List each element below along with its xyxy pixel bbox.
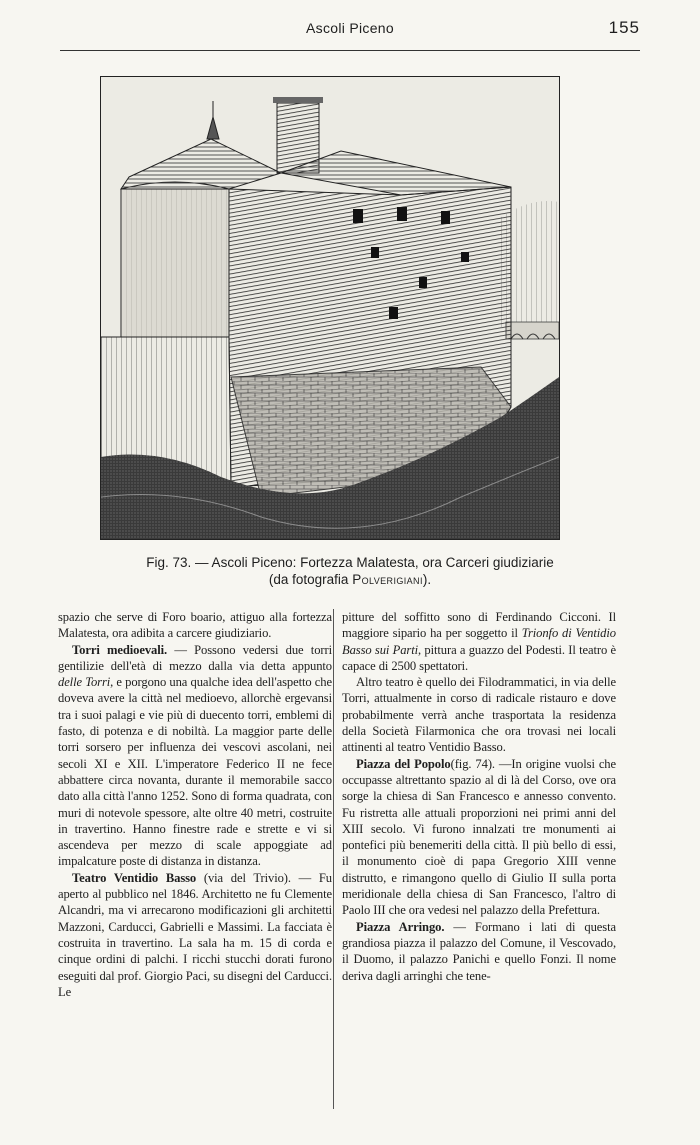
paragraph-pitture: [342, 609, 616, 674]
running-header: [60, 18, 640, 48]
paragraph-piazza-arringo: [342, 919, 616, 984]
paragraph-foro-boario: spazio che serve di Foro boario, attiguo alla fortezza Malatesta, ora adibita a carcere giudiziario.: [58, 610, 332, 641]
text-span: pitture del soffitto sono di Ferdinando Cicconi. Il maggiore sipario ha per soggetto il: [342, 610, 616, 641]
paragraph-teatro: [58, 870, 332, 1000]
heading-piazza-arringo: Piazza Arringo.: [356, 919, 445, 934]
left-column: [58, 609, 332, 1000]
figure-caption: [60, 554, 640, 588]
header-rule: [60, 50, 640, 51]
right-column: [342, 609, 616, 984]
fortress-engraving: [101, 77, 559, 539]
running-title: Ascoli Piceno: [306, 20, 394, 36]
engraving-illustration: [100, 76, 560, 540]
heading-piazza-popolo: Piazza del Popolo: [356, 756, 451, 771]
paragraph-piazza-popolo: [342, 756, 616, 919]
paragraph-torri: [58, 642, 332, 870]
italic-span: Trionfo di Ventidio Basso sui Parti: [342, 626, 616, 657]
column-divider: [333, 609, 334, 1109]
caption-line-1: Fig. 73. — Ascoli Piceno: Fortezza Malatesta, ora Carceri giudiziarie: [146, 555, 554, 570]
italic-span: delle Torri: [58, 675, 111, 690]
paragraph-filodrammatici: Altro teatro è quello dei Filodrammatici, in via delle Torri, attualmente in corso di radicale ristauro e dove probabilmente verrà anche trasportata la residenza della Società Filarmonica che ora trovasi nei locali attinenti al teatro Ventidio Basso.: [342, 675, 616, 755]
photographer-name: Polverigiani: [352, 572, 423, 587]
text-span: — Possono vedersi due torri gentilizie dell'età di mezzo dalla via detta appunto: [58, 642, 332, 673]
heading-teatro: Teatro Ventidio Basso: [72, 870, 197, 885]
text-span: (via del Trivio). — Fu aperto al pubblico nel 1846. Architetto ne fu Clemente Alcandri, ma vi arrecarono modificazioni gli architetti Mazzoni, Carducci, Gabrielli e Massimi. La facciata è costruita in travertino. La sala ha m. 15 di corda e cinque ordini di palchi. I ricchi stucchi dorati furono eseguiti dal prof. Giorgio Paci, su disegni del Carducci. Le: [58, 870, 332, 999]
caption-line-2: [60, 571, 640, 588]
text-span: — Formano i lati di questa grandiosa piazza il palazzo del Comune, il Vescovado, il Duomo, il palazzo Panichi e quello Fonzi. Il nome deriva dagli arringhi che tene-: [342, 919, 616, 983]
text-span: (fig. 74). —In origine vuolsi che occupasse altrettanto spazio al di là del Corso, ove ora sorge la chiesa di San Francesco e annesso convento. Fu ristretta alle attuali proporzioni nei primi anni del XIII secolo. Vi furono innalzati tre monumenti ai pontefici più benemeriti della città. Il più bello di essi, il monumento cioè di papa Gregorio XIII venne distrutto, e rimangono quello di Giulio II sulla porta meridionale della chiesa di San Francesco, l'altro di Paolo III che ora vedesi nel palazzo della Prefettura.: [342, 756, 616, 918]
page-number: 155: [608, 18, 640, 37]
heading-torri: Torri medioevali.: [72, 642, 168, 657]
text-span: , pittura a guazzo del Podesti. Il teatro è capace di 2500 spettatori.: [342, 642, 616, 673]
text-span: , e porgono una qualche idea dell'aspetto che doveva avere la città nel medioevo, allorchè ergevansi tra i suoi palagi e vie più di duecento torri, emblemi di fasto, di potenza e di nobiltà. La maggior parte delle torri sorsero per influenza dei vescovi ascolani, nei secoli XI e XII. L'imperatore Federico II ne fece abbattere circa novanta, durante il memorabile sacco dato alla città l'anno 1252. Sono di forma quadrata, con muri di notevole spessore, alte oltre 40 metri, costruite in travertino. Hanno finestre rade e strette e vi si ascendeva per mezzo di scale appoggiate ad impalcature poste di distanza in distanza.: [58, 675, 332, 869]
caption-prefix: (da fotografia: [268, 572, 353, 587]
caption-suffix: ).: [422, 572, 432, 587]
